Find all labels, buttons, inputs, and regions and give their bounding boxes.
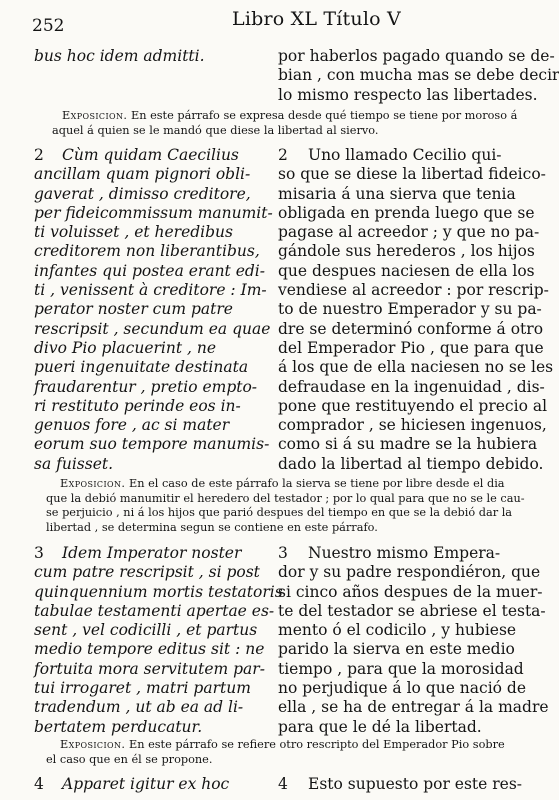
latin-line: gaverat , dimisso creditore, [34,184,251,203]
latin-line: creditorem non liberantibus, [34,242,260,261]
paragraph-number: 2 [278,146,288,164]
latin-line: tui irrogaret , matri partum [34,679,251,698]
spanish-line: Esto supuesto por este res- [308,775,523,793]
spanish-line: como si á su madre se la hubiera [278,435,538,454]
spanish-line: para que le dé la libertad. [278,717,482,736]
latin-line: perator noster cum patre [34,300,233,319]
spanish-line: mento ó el codicilo , y hubiese [278,621,517,640]
exposicion-label: Exposicion. [60,738,126,751]
latin-paragraph-2 [34,146,273,474]
spanish-line: Uno llamado Cecilio qui- [308,146,502,164]
latin-line: infantes qui postea erant edi- [34,261,266,280]
spanish-line: lo mismo respecto las libertades. [278,85,538,104]
paragraph-number: 3 [278,544,288,562]
spanish-line: vendiese al acreedor : por rescrip- [278,281,549,300]
spanish-line: gándole sus herederos , los hijos [278,242,535,261]
latin-line: ti voluisset , et heredibus [34,223,233,242]
latin-line: bertatem perducatur. [34,717,203,736]
spanish-line: ella , se ha de entregar á la madre [278,698,549,717]
spanish-line: misaria á una sierva que tenia [278,184,516,203]
latin-line: cum patre rescripsit , si post [34,563,260,582]
latin-line: medio tempore editus sit : ne [34,640,265,659]
latin-line: Apparet igitur ex hoc [62,775,230,793]
spanish-line: to de nuestro Emperador y su pa- [278,300,542,319]
latin-line: Cùm quidam Caecilius [62,146,239,164]
spanish-line: del Emperador Pio , que para que [278,338,544,357]
spanish-paragraph-3 [278,544,549,737]
exposicion-text: En este párrafo se expresa desde qué tiempo se tiene por moroso á [130,109,518,122]
exposicion-note [46,738,505,767]
latin-line: per fideicommissum manumit- [34,203,273,222]
spanish-continuation [278,47,559,105]
spanish-line: comprador , se hiciesen ingenuos, [278,416,547,435]
latin-line: sa fuisset. [34,454,114,473]
spanish-line: obligada en prenda luego que se [278,203,535,222]
spanish-line: que despues naciesen de ella los [278,261,535,280]
latin-line: Idem Imperator noster [62,544,242,562]
latin-line: eorum suo tempore manumis- [34,435,270,454]
running-title: Libro XL Título V [232,8,401,30]
latin-continuation [34,47,260,66]
latin-paragraph-3 [34,544,283,737]
spanish-line: por haberlos pagado quando se de- [278,47,555,65]
paragraph-number: 3 [34,544,44,562]
exposicion-text: aquel á quien se le mandó que diese la libertad al siervo. [52,123,379,137]
spanish-line: dre se determinó conforme á otro [278,319,544,338]
exposicion-text: que la debió manumitir el heredero del testador ; por lo qual para que no se le cau- [46,491,525,505]
spanish-line: si cinco años despues de la muer- [278,582,543,601]
latin-line: tradendum , ut ab ea ad li- [34,698,244,717]
exposicion-text: En este párrafo se refiere otro rescripto del Emperador Pio sobre [128,738,505,751]
page-header [18,8,514,36]
latin-line: fortuita mora servitutem par- [34,659,265,678]
spanish-paragraph-4 [278,775,523,794]
latin-line: tabulae testamenti apertae es- [34,601,275,620]
spanish-line: te del testador se abriese el testa- [278,601,546,620]
spanish-line: á los que de ella naciesen no se les [278,358,554,377]
latin-line: pueri ingenuitate destinata [34,358,249,377]
latin-paragraph-4 [34,775,260,794]
spanish-line: tiempo , para que la morosidad [278,659,524,678]
spanish-line: pone que restituyendo el precio al [278,396,548,415]
spanish-line: dado la libertad al tiempo debido. [278,454,544,473]
latin-line: sent , vel codicilli , et partus [34,621,258,640]
paragraph-number: 4 [34,775,44,793]
spanish-line: bian , con mucha mas se debe decir [278,66,559,85]
latin-line: ancillam quam pignori obli- [34,165,251,184]
latin-line: genuos fore , ac si mater [34,416,230,435]
latin-line: divo Pio placuerint , ne [34,338,217,357]
latin-line: ri restituto perinde eos in- [34,396,241,415]
spanish-line: defraudase en la ingenuidad , dis- [278,377,545,396]
exposicion-text: En el caso de este párrafo la sierva se tiene por libre desde el dia [128,477,505,490]
exposicion-text: libertad , se determina segun se contiene en este párrafo. [46,520,378,534]
paragraph-number: 4 [278,775,288,793]
spanish-line: dor y su padre respondiéron, que [278,563,541,582]
spanish-line: Nuestro mismo Empera- [308,544,501,562]
spanish-line: pagase al acreedor ; y que no pa- [278,223,540,242]
latin-line: ti , venissent à creditore : Im- [34,281,267,300]
paragraph-number: 2 [34,146,44,164]
spanish-line: parido la sierva en este medio [278,640,515,659]
exposicion-note [46,477,525,535]
latin-line: rescripsit , secundum ea quae [34,319,271,338]
page-number: 252 [32,16,65,36]
exposicion-note [52,109,518,138]
exposicion-text: se perjuicio , ni á los hijos que parió despues del tiempo en que se la debió dar la [46,506,513,519]
exposicion-label: Exposicion. [62,109,128,122]
latin-line: fraudarentur , pretio empto- [34,377,258,396]
latin-line: bus hoc idem admitti. [34,47,205,65]
exposicion-label: Exposicion. [60,477,126,490]
spanish-line: no perjudique á lo que nació de [278,679,527,698]
spanish-paragraph-2 [278,146,554,474]
spanish-line: so que se diese la libertad fideico- [278,165,546,184]
exposicion-text: el caso que en él se propone. [46,752,213,766]
latin-line: quinquennium mortis testatoris [34,582,283,601]
